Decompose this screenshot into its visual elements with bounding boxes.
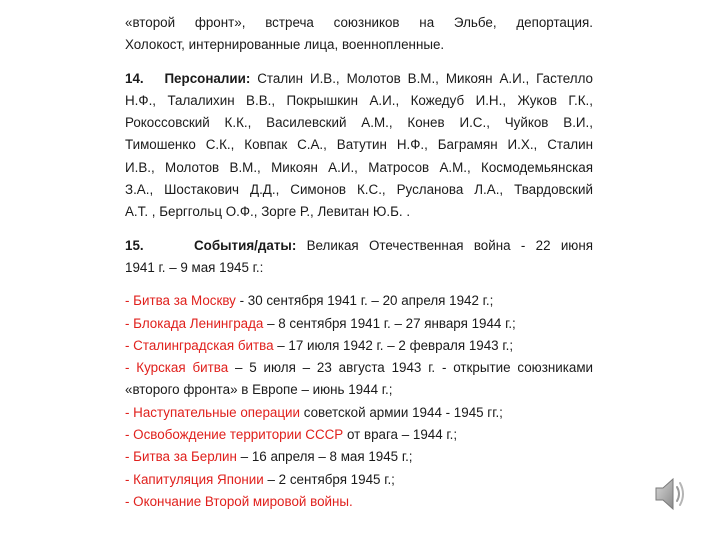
- section-14-line: А.Т. , Берггольц О.Ф., Зорге Р., Левитан Ю.Б. .: [125, 204, 411, 220]
- event-dates: от врага – 1944 г.;: [343, 427, 458, 443]
- event-item: [125, 491, 593, 513]
- section-14-line: З.А., Шостакович Д.Д., Симонов К.С., Русланова Л.А., Твардовский: [125, 182, 593, 198]
- speaker-icon-graphic: [652, 474, 686, 514]
- section-15-number: 15.: [125, 237, 144, 253]
- event-item-continuation: «второго фронта» в Европе – июнь 1944 г.;: [125, 382, 393, 398]
- section-15-line-2: 1941 г. – 9 мая 1945 г.:: [125, 259, 264, 275]
- event-dates: - 30 сентября 1941 г. – 20 апреля 1942 г.;: [235, 293, 494, 309]
- event-dates: – 5 июля – 23 августа 1943 г. - открытие союзниками: [228, 360, 594, 376]
- event-title: - Капитуляция Японии: [125, 471, 264, 487]
- event-title: - Окончание Второй мировой войны.: [125, 493, 353, 509]
- section-15-text: Великая Отечественная война - 22 июня: [306, 237, 593, 253]
- event-title: - Битва за Москву: [125, 293, 236, 309]
- event-title: - Битва за Берлин: [125, 449, 237, 465]
- speaker-icon[interactable]: [652, 474, 686, 514]
- intro-line-2: Холокост, интернированные лица, военнопленные.: [125, 37, 445, 53]
- event-item: [125, 424, 593, 446]
- event-dates: советской армии 1944 - 1945 гг.;: [300, 404, 503, 420]
- section-14-line: Тимошенко С.К., Ковпак С.А., Ватутин Н.Ф., Баграмян И.Х., Сталин: [125, 137, 593, 153]
- section-14-heading: Персоналии:: [164, 70, 251, 86]
- section-14-first-line: [125, 68, 593, 90]
- event-item: [125, 357, 593, 379]
- intro-line-1: «второй фронт», встреча союзников на Эльбе, депортация.: [125, 15, 593, 30]
- event-dates: – 8 сентября 1941 г. – 27 января 1944 г.;: [263, 315, 516, 331]
- event-dates: – 16 апреля – 8 мая 1945 г.;: [236, 449, 413, 465]
- event-item: [125, 402, 593, 424]
- section-14-line: Сталин И.В., Молотов В.М., Микоян А.И., Гастелло: [257, 70, 593, 86]
- event-dates: – 2 сентября 1945 г.;: [263, 471, 395, 487]
- event-title: - Курская битва: [125, 360, 229, 376]
- event-item: [125, 290, 593, 312]
- event-title: - Освобождение территории СССР: [125, 427, 344, 443]
- section-14-line: Рокоссовский К.К., Василевский А.М., Конев И.С., Чуйков В.И.,: [125, 115, 593, 131]
- event-title: - Сталинградская битва: [125, 337, 274, 353]
- event-item: [125, 469, 593, 491]
- section-15-heading: События/даты:: [194, 237, 297, 253]
- event-title: - Наступательные операции: [125, 404, 301, 420]
- section-14-line: И.В., Молотов В.М., Микоян А.И., Матросов А.М., Космодемьянская: [125, 159, 593, 175]
- event-dates: – 17 июля 1942 г. – 2 февраля 1943 г.;: [273, 337, 514, 353]
- event-item: [125, 446, 593, 468]
- section-14-line: Н.Ф., Талалихин В.В., Покрышкин А.И., Кожедуб И.Н., Жуков Г.К.,: [125, 92, 593, 108]
- section-15-first-line: [125, 235, 593, 257]
- event-item: [125, 313, 593, 335]
- document-page: [125, 12, 593, 513]
- event-item: [125, 335, 593, 357]
- section-14-number: 14.: [125, 70, 144, 86]
- event-title: - Блокада Ленинграда: [125, 315, 264, 331]
